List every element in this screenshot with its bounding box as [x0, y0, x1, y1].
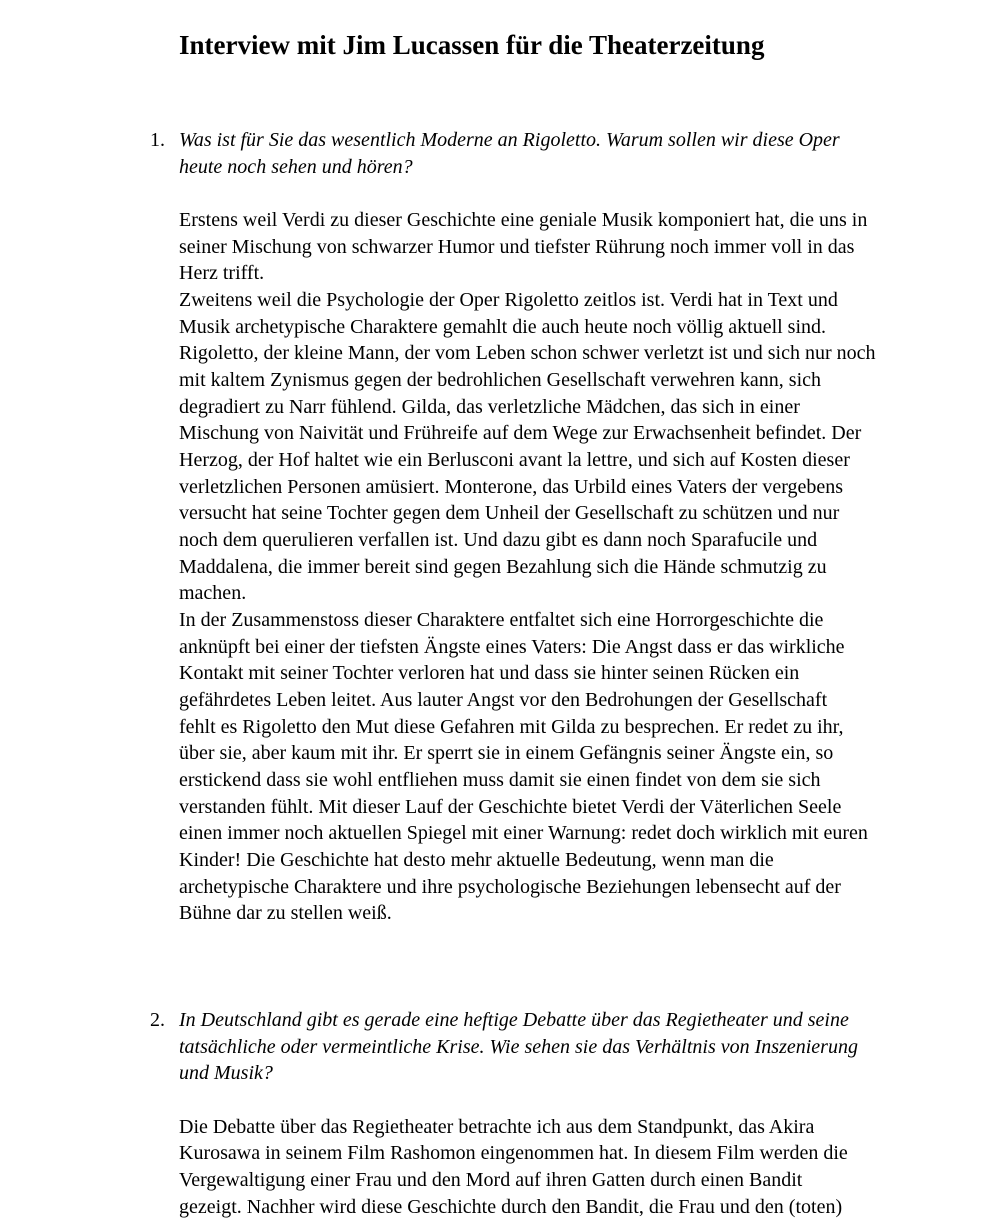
answer-line: gezeigt. Nachher wird diese Geschichte durch den Bandit, die Frau und den (toten): [179, 1196, 843, 1218]
answer-line: mit kaltem Zynismus gegen der bedrohlichen Gesellschaft verwehren kann, sich: [179, 369, 822, 391]
answer-line: gefährdetes Leben leitet. Aus lauter Angst vor den Bedrohungen der Gesellschaft: [179, 689, 828, 711]
answer-line: Rigoletto, der kleine Mann, der vom Leben schon schwer verletzt ist und sich nur noch: [179, 342, 876, 364]
answer-line: seiner Mischung von schwarzer Humor und tiefster Rührung noch immer voll in das: [179, 236, 855, 258]
answer-line: Maddalena, die immer bereit sind gegen Bezahlung sich die Hände schmutzig zu: [179, 556, 827, 578]
answer-line: archetypische Charaktere und ihre psychologische Beziehungen lebensecht auf der: [179, 876, 841, 898]
answer-line: Erstens weil Verdi zu dieser Geschichte eine geniale Musik komponiert hat, die uns in: [179, 209, 868, 231]
question-line: heute noch sehen und hören?: [179, 156, 413, 178]
answer-line: Mischung von Naivität und Frühreife auf dem Wege zur Erwachsenheit befindet. Der: [179, 422, 862, 444]
answer-line: Herz trifft.: [179, 262, 265, 284]
answer-line: fehlt es Rigoletto den Mut diese Gefahren mit Gilda zu besprechen. Er redet zu ihr,: [179, 716, 844, 738]
answer-line: Zweitens weil die Psychologie der Oper Rigoletto zeitlos ist. Verdi hat in Text und: [179, 289, 838, 311]
answer-line: Kurosawa in seinem Film Rashomon eingenommen hat. In diesem Film werden die: [179, 1142, 848, 1164]
answer-line: Herzog, der Hof haltet wie ein Berlusconi avant la lettre, und sich auf Kosten dieser: [179, 449, 850, 471]
answer-line: verletzlichen Personen amüsiert. Monterone, das Urbild eines Vaters der vergebens: [179, 476, 844, 498]
document-title: Interview mit Jim Lucassen für die Theaterzeitung: [179, 30, 765, 60]
answer-line: verstanden fühlt. Mit dieser Lauf der Geschichte bietet Verdi der Väterlichen Seele: [179, 796, 842, 818]
answer-line: Kinder! Die Geschichte hat desto mehr aktuelle Bedeutung, wenn man die: [179, 849, 774, 871]
answer-line: In der Zusammenstoss dieser Charaktere entfaltet sich eine Horrorgeschichte die: [179, 609, 824, 631]
question-number: 2.: [150, 1009, 165, 1031]
answer-line: Musik archetypische Charaktere gemahlt die auch heute noch völlig aktuell sind.: [179, 316, 827, 338]
question-line: tatsächliche oder vermeintliche Krise. Wie sehen sie das Verhältnis von Inszenierung: [179, 1036, 858, 1058]
answer-line: degradiert zu Narr fühlend. Gilda, das verletzliche Mädchen, das sich in einer: [179, 396, 800, 418]
question-line: und Musik?: [179, 1062, 273, 1084]
answer-line: versucht hat seine Tochter gegen dem Unheil der Gesellschaft zu schützen und nur: [179, 502, 840, 524]
question-number: 1.: [150, 129, 165, 151]
answer-line: einen immer noch aktuellen Spiegel mit einer Warnung: redet doch wirklich mit euren: [179, 822, 868, 844]
answer-line: über sie, aber kaum mit ihr. Er sperrt sie in einem Gefängnis seiner Ängste ein, so: [179, 742, 834, 764]
question-line: In Deutschland gibt es gerade eine heftige Debatte über das Regietheater und seine: [179, 1009, 849, 1031]
question-line: Was ist für Sie das wesentlich Moderne an Rigoletto. Warum sollen wir diese Oper: [179, 129, 840, 151]
answer-line: erstickend dass sie wohl entfliehen muss damit sie einen findet von dem sie sich: [179, 769, 821, 791]
answer-line: anknüpft bei einer der tiefsten Ängste eines Vaters: Die Angst dass er das wirkliche: [179, 636, 845, 658]
answer-line: Kontakt mit seiner Tochter verloren hat und dass sie hinter seinen Rücken ein: [179, 662, 800, 684]
answer-line: machen.: [179, 582, 247, 604]
answer-line: Die Debatte über das Regietheater betrachte ich aus dem Standpunkt, das Akira: [179, 1116, 815, 1138]
answer-line: noch dem querulieren verfallen ist. Und dazu gibt es dann noch Sparafucile und: [179, 529, 818, 551]
answer-line: Vergewaltigung einer Frau und den Mord auf ihren Gatten durch einen Bandit: [179, 1169, 803, 1191]
answer-line: Bühne dar zu stellen weiß.: [179, 902, 392, 924]
